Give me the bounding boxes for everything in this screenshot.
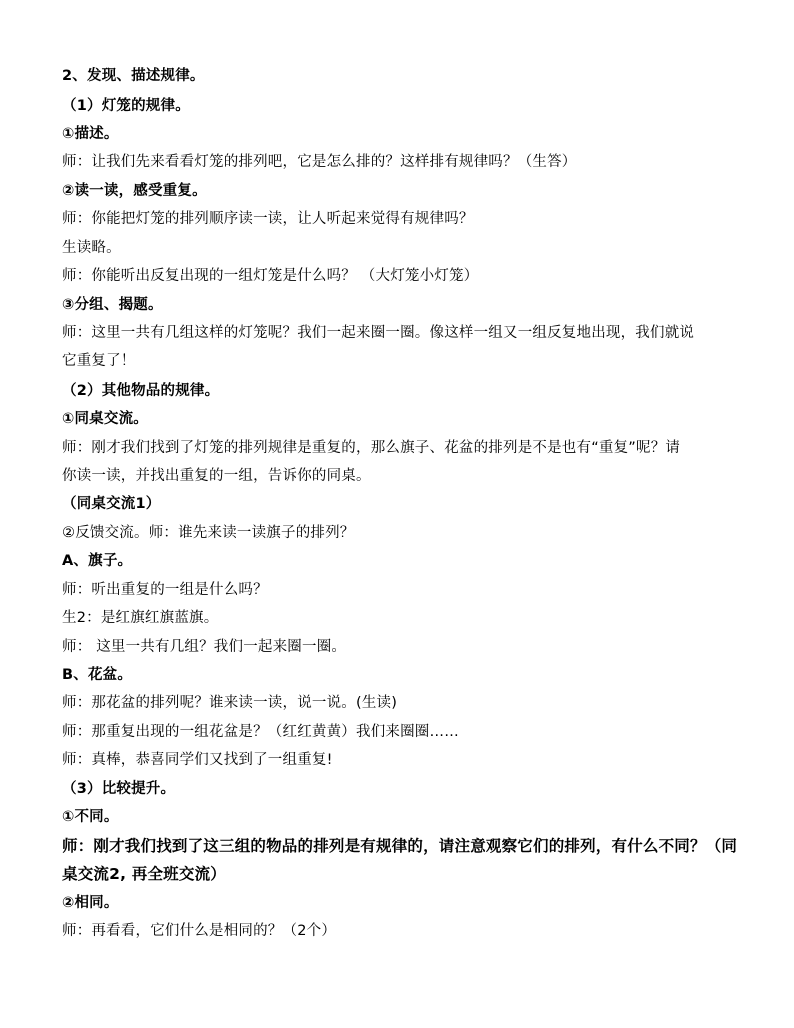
step-heading: B、花盆。 [62,667,133,683]
step-heading: ②相同。 [62,895,119,911]
subsection-heading: （1）灯笼的规律。 [62,98,190,114]
text-line: 师：让我们先来看看灯笼的排列吧，它是怎么排的？这样排有规律吗？（生答） [62,154,577,170]
step-heading: （同桌交流1） [62,496,161,512]
text-line: 师：那花盆的排列呢？谁来读一读，说一说。(生读) [62,695,398,711]
text-line: 师：听出重复的一组是什么吗？ [62,582,268,598]
text-line: 师：再看看，它们什么是相同的？（2个） [62,923,337,939]
step-heading: ③分组、揭题。 [62,297,163,313]
subsection-heading: （3）比较提升。 [62,781,176,797]
text-line: 师：刚才我们找到了这三组的物品的排列是有规律的，请注意观察它们的排列，有什么不同？（同 [62,837,738,855]
text-line: 师：你能把灯笼的排列顺序读一读，让人听起来觉得有规律吗？ [62,211,474,227]
text-line: 师：这里一共有几组这样的灯笼呢？我们一起来圈一圈。像这样一组又一组反复地出现，我们就说 [62,325,695,341]
text-line: 桌交流2, 再全班交流） [62,865,226,883]
subsection-heading: （2）其他物品的规律。 [62,383,220,399]
text-line: 生读略。 [62,240,121,256]
text-line: 它重复了！ [62,353,136,369]
text-line: 师：刚才我们找到了灯笼的排列规律是重复的，那么旗子、花盆的排列是不是也有“重复”呢？请 [62,440,681,456]
text-line: ②反馈交流。师：谁先来读一读旗子的排列？ [62,525,355,541]
text-line: 师：真棒，恭喜同学们又找到了一组重复! [62,752,333,768]
text-line: 你读一读，并找出重复的一组，告诉你的同桌。 [62,468,371,484]
text-line: 生2：是红旗红旗蓝旗。 [62,610,219,626]
text-line: 师： 这里一共有几组？我们一起来圈一圈。 [62,639,347,655]
text-line: 师：那重复出现的一组花盆是？（红红黄黄）我们来圈圈…… [62,724,459,740]
section-heading: 2、发现、描述规律。 [62,68,205,84]
step-heading: ①不同。 [62,809,119,825]
text-line: 师：你能听出反复出现的一组灯笼是什么吗？ （大灯笼小灯笼） [62,268,479,284]
step-heading: ②读一读，感受重复。 [62,183,207,199]
step-heading: ①描述。 [62,126,119,142]
step-heading: A、旗子。 [62,553,133,569]
step-heading: ①同桌交流。 [62,411,148,427]
